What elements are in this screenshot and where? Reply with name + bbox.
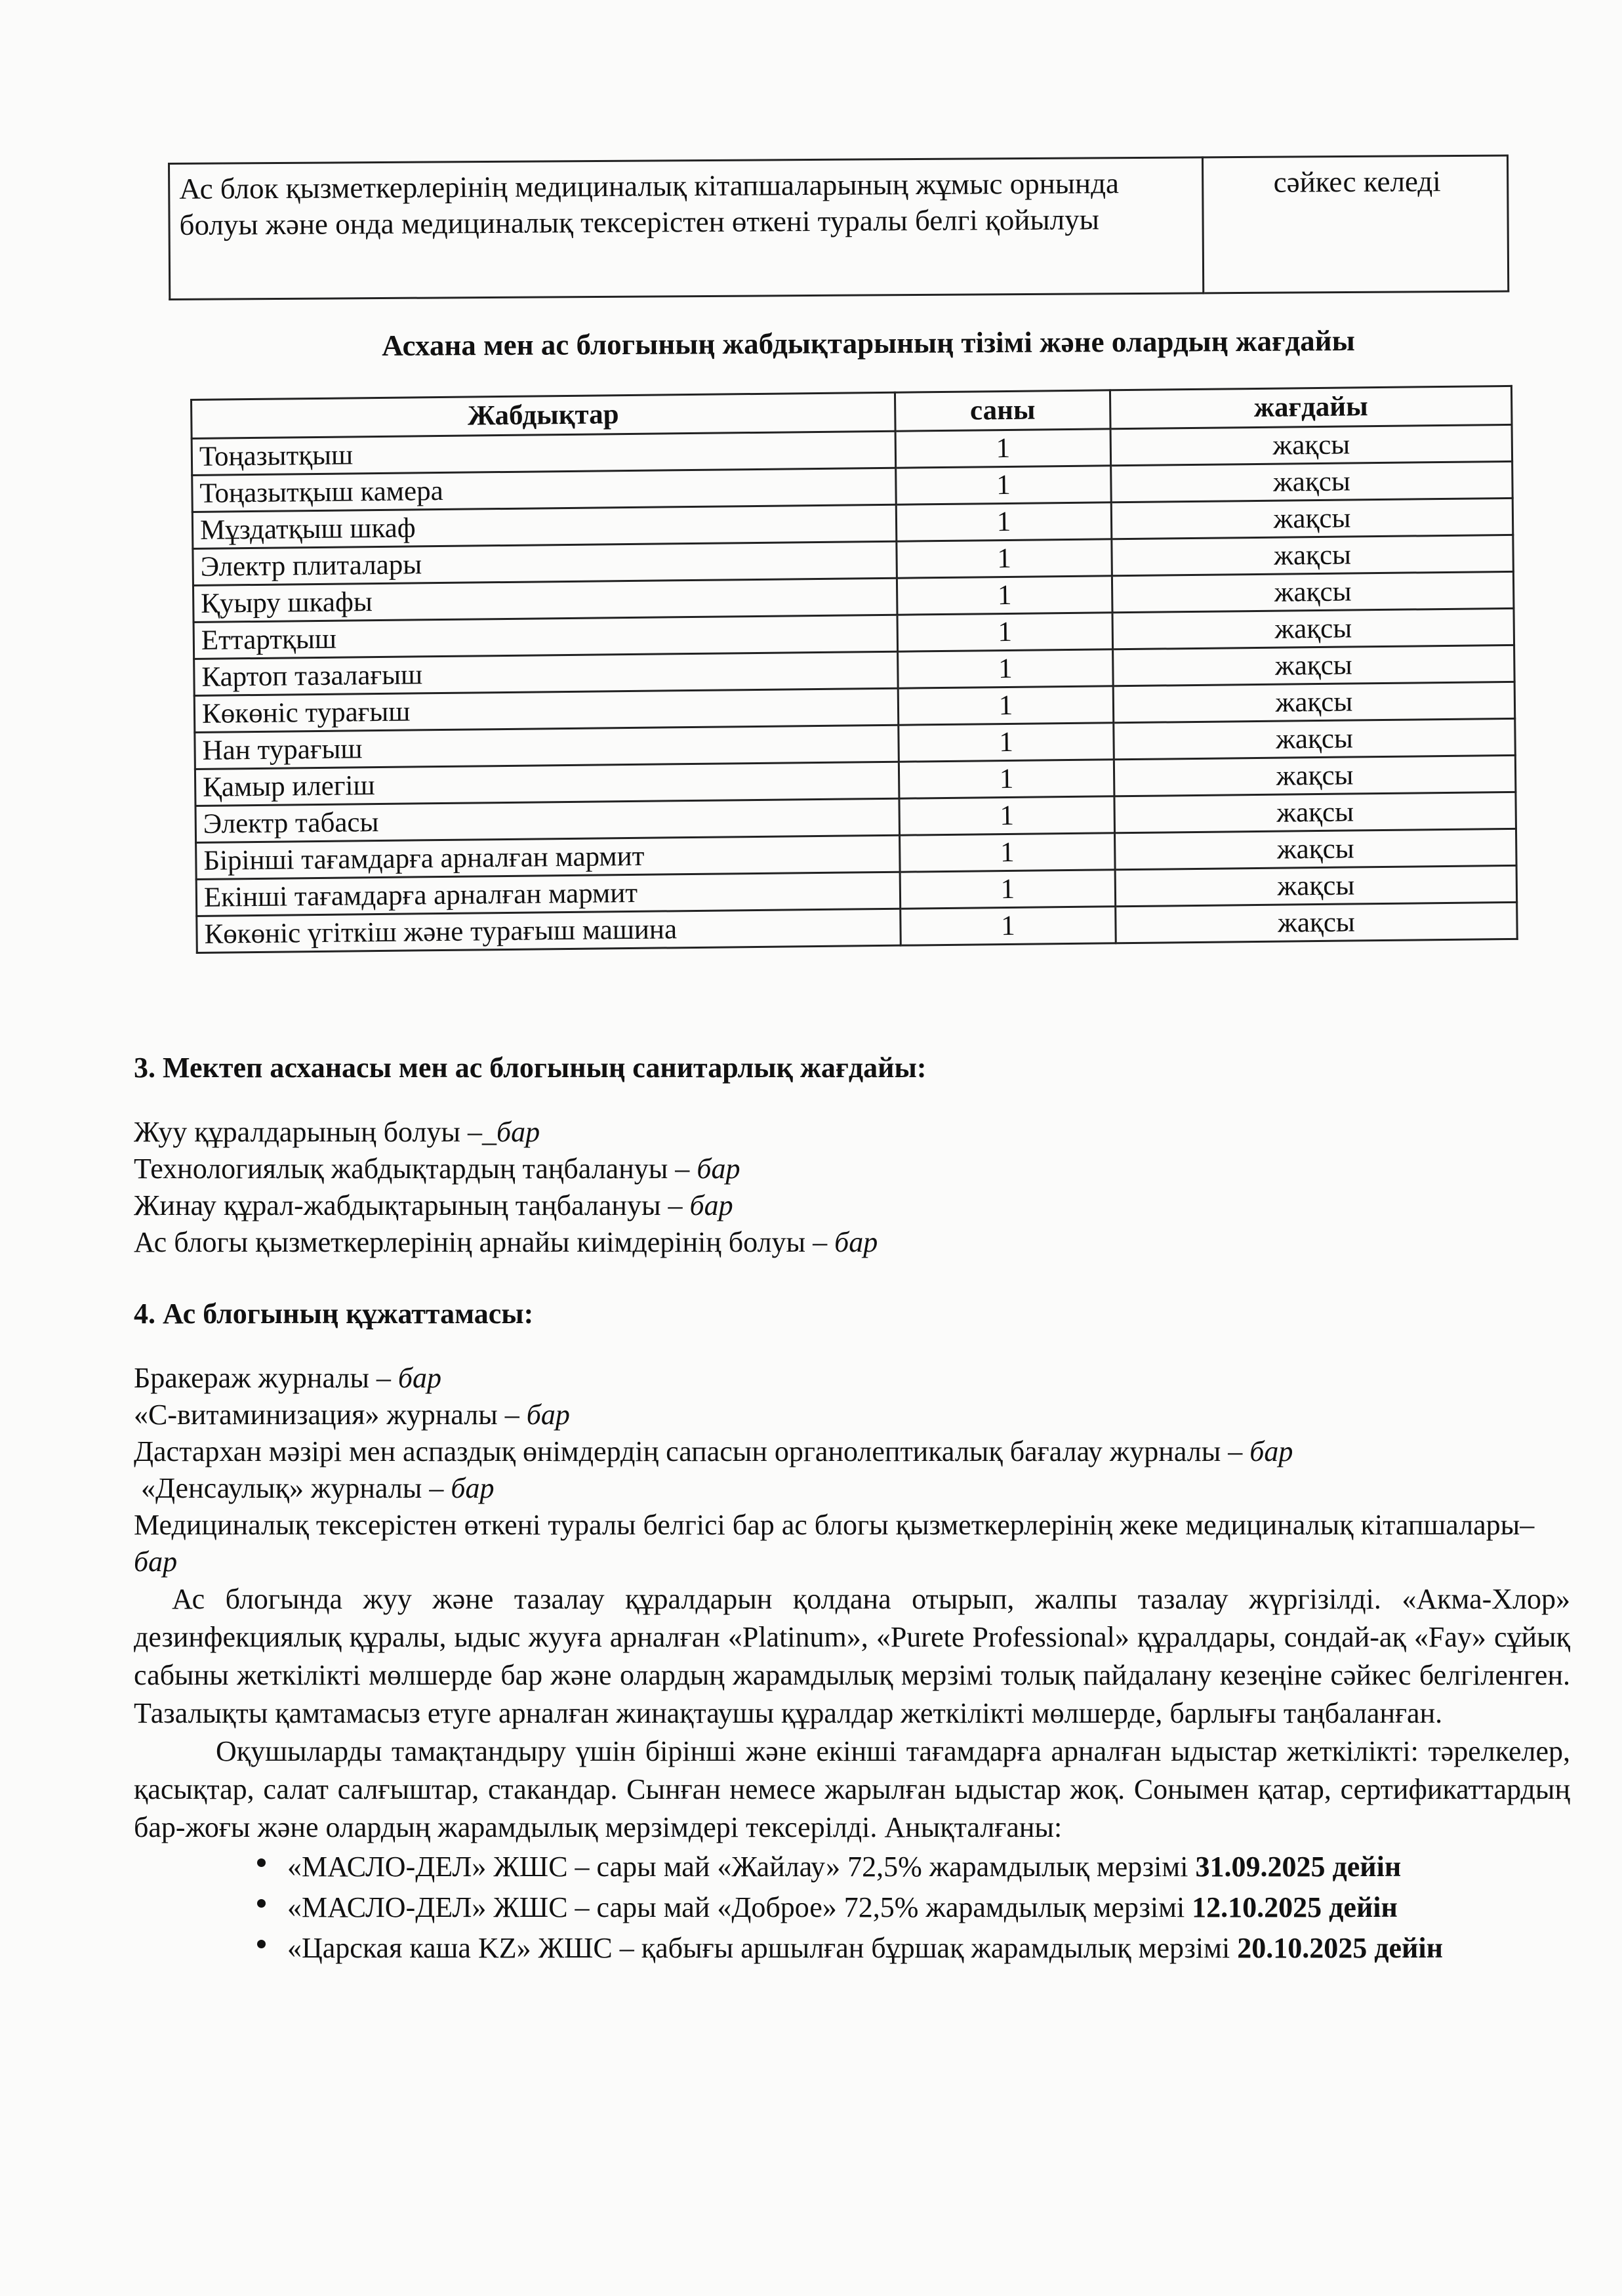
expiry-date: 12.10.2025 дейін xyxy=(1192,1891,1398,1923)
equipment-name: Тоңазытқыш камера xyxy=(192,468,897,512)
equipment-qty: 1 xyxy=(896,466,1112,504)
bullet-icon xyxy=(257,1940,266,1948)
item-value: бар xyxy=(134,1546,178,1578)
equipment-qty: 1 xyxy=(901,907,1116,945)
equipment-condition: жақсы xyxy=(1112,608,1514,649)
header-quantity: саны xyxy=(895,390,1110,431)
equipment-name: Қуыру шкафы xyxy=(193,578,897,622)
sanitary-item: Жуу құралдарының болуы –_бар xyxy=(134,1116,540,1148)
equipment-condition: жақсы xyxy=(1114,792,1516,832)
sanitary-item: Технологиялық жабдықтардың таңбалануы – бар xyxy=(134,1153,740,1185)
item-value: бар xyxy=(497,1116,540,1148)
document-item: «Денсаулық» журналы – бар xyxy=(134,1472,495,1504)
equipment-qty: 1 xyxy=(899,796,1115,835)
section-sanitary-condition xyxy=(134,1050,1570,1261)
equipment-name: Нан турағыш xyxy=(195,725,899,769)
equipment-qty: 1 xyxy=(897,539,1112,578)
equipment-condition: жақсы xyxy=(1114,755,1516,796)
equipment-name: Электр плиталары xyxy=(193,541,897,585)
section-3-heading: 3. Мектеп асханасы мен ас блогының санитарлық жағдайы: xyxy=(134,1052,927,1084)
bullet-icon xyxy=(257,1858,266,1867)
equipment-qty: 1 xyxy=(898,649,1114,688)
list-item: «МАСЛО-ДЕЛ» ЖШС – сары май «Жайлау» 72,5% жарамдылық мерзімі 31.09.2025 дейін xyxy=(134,1847,1570,1887)
equipment-condition: жақсы xyxy=(1110,424,1512,465)
equipment-condition: жақсы xyxy=(1111,461,1513,502)
equipment-name: Тоңазытқыш xyxy=(192,431,896,475)
equipment-qty: 1 xyxy=(897,613,1113,651)
equipment-condition: жақсы xyxy=(1113,645,1515,686)
equipment-qty: 1 xyxy=(900,833,1116,872)
item-value: бар xyxy=(834,1226,878,1258)
equipment-name: Қамыр илегіш xyxy=(195,762,899,806)
document-item: Медициналық тексерістен өткені туралы белгісі бар ас блогы қызметкерлерінің жеке медициналық кітапшалары– бар xyxy=(134,1509,1535,1578)
section-4-heading: 4. Ас блогының құжаттамасы: xyxy=(134,1298,534,1330)
equipment-condition: жақсы xyxy=(1115,829,1517,869)
equipment-qty: 1 xyxy=(895,429,1111,468)
item-value: бар xyxy=(451,1472,495,1504)
equipment-condition: жақсы xyxy=(1115,865,1517,906)
equipment-qty: 1 xyxy=(897,576,1112,615)
header-equipment: Жабдықтар xyxy=(192,392,896,438)
sanitary-item: Жинау құрал-жабдықтарының таңбалануы – бар xyxy=(134,1189,733,1221)
sanitary-item: Ас блогы қызметкерлерінің арнайы киімдерінің болуы – бар xyxy=(134,1226,878,1258)
table-row xyxy=(169,155,1509,299)
requirement-cell: Ас блок қызметкерлерінің медициналық кітапшаларының жұмыс орнында болуы және онда медициналық тексерістен өткені туралы белгі қойылуы xyxy=(169,157,1204,300)
item-value: бар xyxy=(689,1189,733,1221)
cleaning-paragraph: Ас блогында жуу және тазалау құралдарын қолдана отырып, жалпы тазалау жүргізілді. «Акма-Хлор» дезинфекциялық құралы, ыдыс жууға арналған «Platinum», «Purete Professional» құралдары, сондай-ақ «Fay» сұйық сабыны жеткілікті мөлшерде бар және олардың жарамдылық мерзімі толық пайдалану кезеңіне сәйкес белгіленген. Тазалықты қамтамасыз етуге арналған жинақтаушы құралдар жеткілікті мөлшерде, барлығы таңбаланған. xyxy=(134,1583,1570,1729)
equipment-table-title: Асхана мен ас блогының жабдықтарының тізімі және олардың жағдайы xyxy=(382,324,1355,362)
equipment-qty: 1 xyxy=(898,686,1114,725)
equipment-name: Картоп тазалағыш xyxy=(194,651,899,695)
dishes-paragraph: Оқушыларды тамақтандыру үшін бірінші және екінші тағамдарға арналған ыдыстар жеткілікті: тәрелкелер, қасықтар, салат салғыштар, стакандар. Сынған немесе жарылған ыдыстар жоқ. Сонымен қатар, сертификаттардың бар-жоғы және олардың жарамдылық мерзімдері тексерілді. Анықталғаны: xyxy=(134,1735,1570,1843)
list-item: «МАСЛО-ДЕЛ» ЖШС – сары май «Доброе» 72,5% жарамдылық мерзімі 12.10.2025 дейін xyxy=(134,1887,1570,1928)
item-value: бар xyxy=(526,1399,570,1431)
expiry-date: 20.10.2025 дейін xyxy=(1237,1932,1443,1964)
status-cell: сәйкес келеді xyxy=(1202,155,1508,293)
item-value: бар xyxy=(697,1153,740,1185)
equipment-table xyxy=(190,385,1518,954)
expiry-date: 31.09.2025 дейін xyxy=(1195,1851,1402,1883)
equipment-name: Екінші тағамдарға арналған мармит xyxy=(196,872,901,916)
equipment-name: Электр табасы xyxy=(195,798,900,842)
bullet-icon xyxy=(257,1899,266,1908)
document-item: Бракераж журналы – бар xyxy=(134,1362,442,1394)
equipment-condition: жақсы xyxy=(1112,535,1514,575)
equipment-qty: 1 xyxy=(896,502,1112,541)
equipment-condition: жақсы xyxy=(1116,902,1518,943)
document-item: Дастархан мәзірі мен аспаздық өнімдердің сапасын органолептикалық бағалау журналы – бар xyxy=(134,1435,1293,1467)
list-item: «Царская каша KZ» ЖШС – қабығы аршылған бұршақ жарамдылық мерзімі 20.10.2025 дейін xyxy=(134,1928,1570,1969)
header-condition: жағдайы xyxy=(1110,386,1512,428)
equipment-name: Көкөніс үгіткіш және турағыш машина xyxy=(197,909,901,953)
equipment-name: Еттартқыш xyxy=(193,615,898,659)
equipment-name: Көкөніс турағыш xyxy=(194,688,899,732)
equipment-condition: жақсы xyxy=(1111,498,1513,539)
item-value: бар xyxy=(397,1362,442,1394)
product-list xyxy=(134,1847,1570,1969)
equipment-qty: 1 xyxy=(900,870,1116,909)
document-item: «С-витаминизация» журналы – бар xyxy=(134,1399,570,1431)
equipment-name: Бірінші тағамдарға арналған мармит xyxy=(196,835,901,879)
equipment-condition: жақсы xyxy=(1112,571,1514,612)
medical-books-row-table xyxy=(168,155,1509,300)
equipment-condition: жақсы xyxy=(1114,718,1516,759)
item-value: бар xyxy=(1249,1435,1293,1467)
section-documentation xyxy=(134,1296,1570,1969)
equipment-condition: жақсы xyxy=(1113,682,1515,722)
equipment-name: Мұздатқыш шкаф xyxy=(192,504,897,548)
equipment-qty: 1 xyxy=(899,723,1114,762)
equipment-qty: 1 xyxy=(899,760,1114,798)
